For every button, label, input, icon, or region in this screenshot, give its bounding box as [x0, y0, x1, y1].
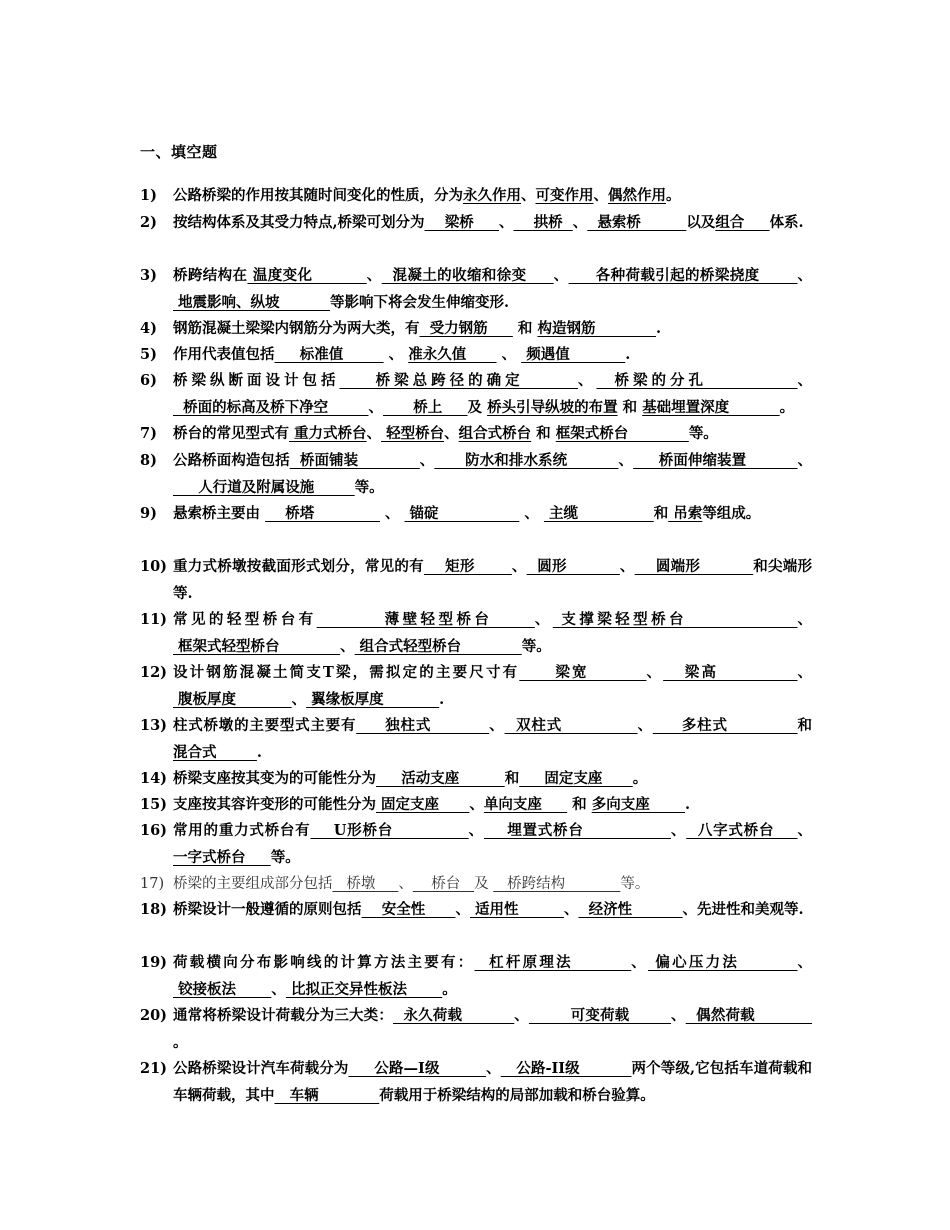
question-text-segment: 、 — [398, 876, 413, 892]
question-text-segment: 、 — [521, 187, 536, 204]
question-text-segment: 、 — [444, 425, 459, 442]
question-text-segment: . — [685, 796, 691, 813]
answer-blank: 轻型桥台 — [381, 425, 445, 442]
answer-blank: 人行道及附属设施 — [173, 478, 355, 496]
question-text-segment: 常用的重力式桥台有 — [173, 822, 311, 839]
question-text-segment: 桥跨结构在 — [173, 267, 248, 284]
answer-blank: 构造钢筋 — [537, 320, 657, 337]
question-item — [140, 713, 812, 766]
answer-blank: 薄壁轻型桥台 — [316, 611, 535, 628]
question-text — [173, 818, 812, 871]
answer-blank: 单向支座 — [483, 796, 568, 813]
answer-blank: 桥面的标高及桥下净空 — [173, 398, 369, 416]
answer-blank: 固定支座 — [376, 796, 470, 813]
answer-blank: 桥上 — [382, 398, 468, 416]
question-text-segment: 以及 — [686, 214, 716, 231]
answer-blank: 桥塔 — [265, 505, 380, 522]
answer-blank: 标准值 — [274, 346, 384, 363]
answer-blank: 公路—I级 — [348, 1060, 487, 1077]
question-text-segment: 、 — [572, 214, 588, 231]
question-text-segment: 及 — [474, 876, 494, 892]
question-number: 4) — [140, 320, 157, 337]
question-text-segment: 和 — [504, 770, 520, 787]
question-number: 6) — [140, 372, 157, 389]
question-number: 5) — [140, 346, 157, 363]
question-text-segment: 、 — [366, 425, 382, 442]
question-text-segment: 。 — [632, 770, 648, 787]
question-text-segment: 、先进性和美观等. — [682, 901, 804, 918]
question-text — [173, 316, 812, 343]
question-text-segment: 按结构体系及其受力特点,桥梁可划分为 — [173, 214, 425, 231]
answer-blank: 拱桥 — [513, 214, 573, 231]
question-text-segment: 、 — [563, 901, 579, 918]
question-number: 20) — [140, 1007, 168, 1024]
question-text-segment: 、 — [486, 1060, 501, 1077]
question-text-segment: 、 — [379, 505, 405, 522]
question-text — [173, 210, 812, 237]
question-text-segment: 、 — [534, 611, 553, 628]
answer-blank: 锚碇 — [404, 505, 520, 522]
question-text-segment: 、 — [797, 822, 813, 839]
answer-blank: 翼缘板厚度 — [306, 690, 440, 708]
answer-blank: 适用性 — [469, 901, 564, 918]
question-text — [173, 263, 812, 316]
question-text-segment: 、 — [797, 267, 813, 284]
answer-blank: 支撑梁轻型桥台 — [552, 611, 798, 628]
question-text-segment: 、 — [553, 267, 569, 284]
answer-blank: 梁高 — [663, 664, 798, 681]
question-text-segment: 钢筋混凝土梁梁内钢筋分为两大类，有 — [173, 320, 420, 337]
question-item — [140, 871, 812, 898]
answer-blank: 梁宽 — [519, 664, 647, 681]
answer-blank: 桥跨结构 — [493, 876, 621, 892]
question-text-segment: 、 — [577, 372, 597, 389]
answer-blank: 吊索 — [668, 505, 703, 522]
question-number: 12) — [140, 664, 168, 681]
question-number: 10) — [140, 558, 168, 575]
question-text-segment: 和尖端形等. — [173, 558, 813, 602]
question-number: 9) — [140, 505, 157, 522]
question-item — [140, 342, 812, 369]
answer-blank: U形桥台 — [310, 822, 469, 839]
answer-blank: 永久荷载 — [393, 1007, 515, 1024]
question-text-segment: 、 — [368, 398, 383, 416]
question-text-segment: 公路桥面构造包括 — [173, 452, 290, 469]
question-text-segment: . — [656, 320, 662, 337]
question-text-segment: 公路桥梁设计汽车荷载分为 — [173, 1060, 349, 1077]
question-text-segment: 、 — [797, 954, 813, 971]
answer-blank: 混凝土的收缩和徐变 — [381, 267, 554, 284]
question-text-segment: 荷载用于桥梁结构的局部加载和桥台验算。 — [379, 1086, 655, 1104]
question-text-segment: 、 — [671, 1007, 686, 1024]
question-text-segment: 和 — [617, 398, 643, 416]
question-text-segment: 桥梁纵断面设计包括 — [173, 372, 340, 389]
question-text-segment: 、 — [670, 822, 687, 839]
question-text-segment: 、 — [593, 187, 608, 204]
question-text-segment: 。 — [442, 980, 457, 998]
question-text — [173, 1056, 812, 1109]
question-text — [173, 660, 812, 713]
answer-blank: 车辆 — [274, 1086, 380, 1104]
answer-blank: 可变作用 — [535, 187, 594, 204]
question-text — [173, 448, 812, 501]
question-text-segment: 、 — [469, 796, 484, 813]
question-text-segment: 支座按其容许变形的可能性分为 — [173, 796, 376, 813]
question-text-segment: 公路桥梁的作用按其随时间变化的性质，分为 — [173, 187, 463, 204]
question-text-segment: 等。 — [521, 637, 551, 655]
question-text-segment: 等。 — [620, 876, 650, 892]
question-text-segment: . — [439, 690, 445, 708]
answer-blank: 独柱式 — [356, 717, 490, 734]
answer-blank: 主缆 — [543, 505, 654, 522]
question-number: 1) — [140, 187, 157, 204]
answer-blank: 双柱式 — [504, 717, 638, 734]
question-text-segment: 和 — [797, 717, 813, 734]
answer-blank: 偶然作用 — [608, 187, 666, 204]
question-text-segment: 、 — [468, 822, 484, 839]
question-text — [173, 554, 812, 607]
question-text-segment: 、 — [631, 954, 649, 971]
question-text-segment: 常见的轻型桥台有 — [173, 611, 317, 628]
question-text-segment: 、 — [489, 717, 505, 734]
question-text-segment: 体系. — [769, 214, 804, 231]
answer-blank: 圆形 — [526, 558, 620, 575]
question-number: 8) — [140, 452, 157, 469]
answer-blank: 梁桥 — [424, 214, 499, 231]
question-item — [140, 660, 812, 713]
question-text-segment: 、 — [455, 901, 470, 918]
question-text — [173, 950, 812, 1003]
question-text-segment: 悬索桥主要由 — [173, 505, 266, 522]
question-number: 13) — [140, 717, 168, 734]
answer-blank: 各种荷载引起的桥梁挠度 — [568, 267, 798, 284]
answer-blank: 桥梁的分孔 — [596, 372, 798, 389]
question-item — [140, 210, 812, 237]
question-text-segment: . — [256, 743, 262, 761]
question-text-segment: 、 — [419, 452, 435, 469]
question-text-segment: 、 — [514, 1007, 529, 1024]
answer-blank: 多柱式 — [652, 717, 798, 734]
answer-blank: 矩形 — [423, 558, 512, 575]
question-item — [140, 554, 812, 607]
question-text — [173, 871, 812, 898]
question-text-segment: 等。 — [354, 478, 384, 496]
question-text-segment: 桥梁设计一般遵循的原则包括 — [173, 901, 362, 918]
answer-blank: 基础埋置深度 — [642, 398, 780, 416]
question-text-segment: 桥台的常见型式有 — [173, 425, 289, 442]
answer-blank: 防水和排水系统 — [434, 452, 619, 469]
question-item — [140, 792, 812, 819]
question-item — [140, 448, 812, 501]
question-text — [173, 183, 812, 210]
answer-blank: 公路-II级 — [500, 1060, 632, 1077]
question-item — [140, 897, 812, 924]
question-text-segment: 作用代表值包括 — [173, 346, 275, 363]
question-item — [140, 316, 812, 343]
question-text-segment: 两个等级,它包括车道荷载和车辆荷载，其中 — [173, 1060, 812, 1104]
question-number: 11) — [140, 611, 168, 628]
answer-blank: 腹板厚度 — [173, 690, 292, 708]
question-text-segment: 及 — [467, 398, 488, 416]
answer-blank: 埋置式桥台 — [483, 822, 671, 839]
question-text — [173, 792, 812, 819]
question-item — [140, 501, 812, 528]
answer-blank: 多向支座 — [591, 796, 686, 813]
answer-blank: 杠杆原理法 — [474, 954, 632, 971]
question-text-segment: 和 — [567, 796, 592, 813]
question-text-segment: 、 — [618, 452, 634, 469]
question-number: 14) — [140, 770, 168, 787]
answer-blank: 活动支座 — [376, 770, 505, 787]
question-text-segment: 、 — [271, 980, 286, 998]
question-text — [173, 897, 812, 924]
question-text-segment: 。 — [779, 398, 795, 416]
answer-blank: 频遇值 — [521, 346, 626, 363]
question-text-segment: 、 — [646, 664, 664, 681]
answer-blank: 准永久值 — [408, 346, 497, 363]
question-number: 7) — [140, 425, 157, 442]
question-item — [140, 818, 812, 871]
question-text — [173, 421, 812, 448]
question-text-segment: 和 — [653, 505, 669, 522]
section-heading: 一、填空题 — [140, 143, 218, 161]
question-text-segment: 等组成。 — [702, 505, 761, 522]
answer-blank: 偏心压力法 — [648, 954, 798, 971]
answer-blank: 比拟正交异性板法 — [285, 980, 443, 998]
question-number: 17) — [140, 876, 165, 892]
question-text-segment: 、 — [797, 372, 813, 389]
answer-blank: 地震影响、纵坡 — [173, 293, 331, 311]
answer-blank: 安全性 — [361, 901, 456, 918]
question-text-segment: 和 — [531, 425, 556, 442]
answer-blank: 组合式轻型桥台 — [354, 637, 522, 655]
question-text-segment: 桥梁支座按其变为的可能性分为 — [173, 770, 376, 787]
answer-blank: 框架式桥台 — [555, 425, 689, 442]
question-text-segment: 、 — [797, 611, 812, 628]
answer-blank: 偶然荷载 — [685, 1007, 813, 1024]
question-number: 19) — [140, 954, 168, 971]
question-text-segment: 、 — [366, 267, 382, 284]
question-text-segment: 重力式桥墩按截面形式划分，常见的有 — [173, 558, 424, 575]
answer-blank: 桥面铺装 — [289, 452, 420, 469]
answer-blank: 可变荷载 — [528, 1007, 672, 1024]
question-text-segment: 、 — [291, 690, 307, 708]
question-text-segment: 设计钢筋混凝土简支T梁，需拟定的主要尺寸有 — [173, 664, 520, 681]
question-text-segment: 。 — [666, 187, 681, 204]
question-text — [173, 342, 812, 369]
question-text-segment: 荷载横向分布影响线的计算方法主要有： — [173, 954, 475, 971]
question-text-segment: 、 — [383, 346, 409, 363]
question-number: 18) — [140, 901, 168, 918]
answer-blank: 圆端形 — [634, 558, 754, 575]
answer-blank: 固定支座 — [519, 770, 633, 787]
answer-blank: 组合 — [715, 214, 770, 231]
question-text-segment: 、 — [511, 558, 527, 575]
answer-blank: 桥头引导纵坡的布置 — [487, 398, 618, 416]
question-text-segment: 柱式桥墩的主要型式主要有 — [173, 717, 357, 734]
answer-blank: 组合式桥台 — [458, 425, 532, 442]
answer-blank: 桥墩 — [332, 876, 399, 892]
answer-blank: 桥台 — [412, 876, 475, 892]
question-text-segment: 等影响下将会发生伸缩变形. — [330, 293, 510, 311]
question-number: 2) — [140, 214, 157, 231]
question-item — [140, 1056, 812, 1109]
answer-blank: 永久作用 — [463, 187, 521, 204]
question-text-segment: 通常将桥梁设计荷载分为三大类： — [173, 1007, 394, 1024]
question-item — [140, 1003, 812, 1056]
question-text — [173, 607, 812, 660]
question-text — [173, 713, 812, 766]
question-text-segment: 。 — [173, 1033, 188, 1051]
question-item — [140, 263, 812, 316]
question-text-segment: 等。 — [270, 848, 300, 866]
question-text — [173, 766, 812, 793]
answer-blank: 一字式桥台 — [173, 848, 271, 866]
question-text-segment: 、 — [619, 558, 635, 575]
question-item — [140, 183, 812, 210]
answer-blank: 混合式 — [173, 743, 257, 761]
question-text-segment: 、 — [519, 505, 544, 522]
answer-blank: 重力式桥台 — [289, 425, 367, 442]
question-text-segment: 、 — [637, 717, 653, 734]
answer-blank: 铰接板法 — [173, 980, 272, 998]
question-item — [140, 950, 812, 1003]
question-text-segment: 、 — [498, 214, 514, 231]
answer-blank: 悬索桥 — [587, 214, 687, 231]
question-number: 15) — [140, 796, 168, 813]
question-text — [173, 1003, 812, 1056]
question-text-segment: 、 — [797, 452, 813, 469]
question-text — [173, 501, 812, 528]
question-item — [140, 766, 812, 793]
question-number: 16) — [140, 822, 168, 839]
answer-blank: 桥梁总跨径的确定 — [339, 372, 578, 389]
question-number: 3) — [140, 267, 157, 284]
answer-blank: 框架式轻型桥台 — [173, 637, 341, 655]
question-text-segment: 桥梁的主要组成部分包括 — [173, 876, 333, 892]
question-item — [140, 607, 812, 660]
answer-blank: 温度变化 — [247, 267, 367, 284]
question-number: 21) — [140, 1060, 168, 1077]
question-text-segment: 、 — [496, 346, 522, 363]
answer-blank: 八字式桥台 — [686, 822, 798, 839]
question-item — [140, 421, 812, 448]
question-text-segment: 、 — [797, 664, 812, 681]
question-text-segment: . — [625, 346, 631, 363]
question-text — [173, 368, 812, 421]
answer-blank: 经济性 — [578, 901, 683, 918]
answer-blank: 受力钢筋 — [419, 320, 513, 337]
question-text-segment: 等。 — [688, 425, 718, 442]
answer-blank: 桥面伸缩装置 — [633, 452, 798, 469]
question-text-segment: 和 — [512, 320, 538, 337]
question-text-segment: 、 — [340, 637, 355, 655]
question-item — [140, 368, 812, 421]
